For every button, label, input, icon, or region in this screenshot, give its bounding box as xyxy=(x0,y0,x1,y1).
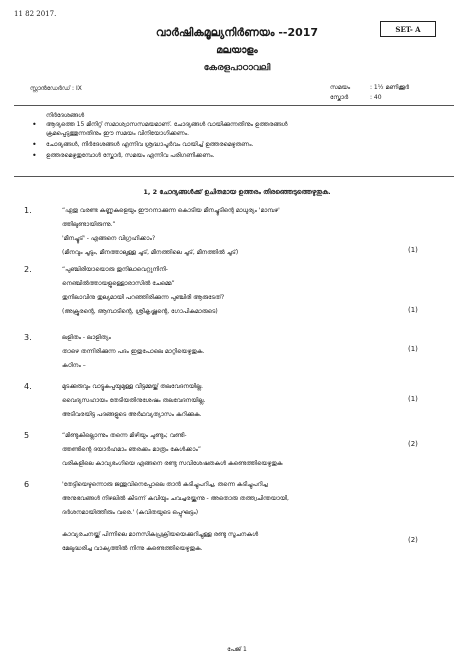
page-number: പേജ് 1 xyxy=(227,646,247,653)
question-number: 6 xyxy=(24,480,30,489)
paper-code: 11 82 2017. xyxy=(14,10,57,18)
time-label: സമയം xyxy=(330,84,351,91)
question-line: “പുഞ്ചിരിയായൊരു തുനിലാവെറ്റുനിനി- xyxy=(62,266,168,273)
question-mark: (2) xyxy=(408,536,418,544)
instructions-divider xyxy=(14,176,454,177)
header-divider xyxy=(14,105,454,106)
question-line: “ഏതു വരണ്ട കണ്ണുകളെയും ഈറനാക്കുന്ന കൊടിയ മീനച്ചൂടിന്റെ മാധുര്യം 'മാമ്പഴ' xyxy=(62,207,280,214)
question-line: താഴെ തന്നിരിക്കുന്ന പദം ഇതുപോലെ മാറ്റിയെഴുതുക. xyxy=(62,348,205,355)
question-line: തുനിലാവിനു തുല്യമായി പറഞ്ഞിരിക്കുന്ന പുഞ്ചിരി ആരുടേത്? xyxy=(62,294,225,301)
question-mark: (1) xyxy=(408,345,418,353)
instruction-item: • ഉത്തരമെഴുതുമ്പോൾ സ്കോർ, സമയം എന്നിവ പരിഗണിക്കണം. xyxy=(30,151,450,160)
question-mark: (1) xyxy=(408,306,418,314)
question-line: 'മീനച്ചൂട്' - എങ്ങനെ വിഗ്രഹിക്കാം? xyxy=(62,235,156,242)
question-number: 1. xyxy=(24,206,32,215)
question-line: വരികളിലെ കാവ്യഭംഗിയെ എങ്ങനെ രണ്ടു സവിശേഷതകൾ കണ്ടെത്തിയെഴുതുക xyxy=(62,460,283,467)
question-line: (മീനവും ചൂടും, മീനത്താലുള്ള ചൂട്, മീനത്തിലെ ചൂട്, മീനത്തിൽ ചൂട്) xyxy=(62,249,239,256)
exam-title: വാർഷികമൂല്യനിർണയം --2017 xyxy=(155,26,319,39)
question-number: 3. xyxy=(24,333,32,342)
section-heading: 1, 2 ചോദ്യങ്ങൾക്ക് ഉചിതമായ ഉത്തരം തിരഞ്ഞെടുത്തെഴുതുക. xyxy=(143,188,331,196)
question-mark: (1) xyxy=(408,246,418,254)
question-mark: (1) xyxy=(408,395,418,403)
question-line: മുടക്കുരുവും വാട്ടുകപ്പയുമുള്ള വീട്ടമ്മയ്ക്ക് തലവേദനയില്ല. xyxy=(62,383,204,390)
score-label: സ്കോർ xyxy=(330,94,349,101)
question-line: അടിവരയിട്ട പദങ്ങളുടെ അർഥവ്യത്യാസം കുറിക്കുക. xyxy=(62,411,202,418)
question-line: ദർശനമായിത്തീരും വരെ.' (കവിതയുടെ ഒപ്പുഘട്ടം) xyxy=(62,509,199,516)
question-number: 5 xyxy=(24,431,30,440)
subject-title: മലയാളം xyxy=(216,45,258,56)
question-line: (അക്രൂരന്റെ, ആമ്പാടിന്റെ, ശ്രീകൃഷ്ണന്റെ, ഗോപികമാരുടെ) xyxy=(62,308,218,315)
question-line: കഠിനം – xyxy=(62,362,86,369)
question-number: 2. xyxy=(24,265,32,274)
question-line: വൈദ്യസഹായം തേടിയതിനുശേഷം തലവേദനയില്ല. xyxy=(62,397,206,404)
time-value: : 1½ മണിക്കൂർ xyxy=(370,84,410,91)
instruction-item: • ആദ്യത്തെ 15 മിനിറ്റ് സമാശ്വാസസമയമാണ്. ചോദ്യങ്ങൾ വായിക്കുന്നതിനും ഉത്തരങ്ങൾ ക്രമപ്പെടുത്തുന്നതിനും ഈ സമയം വിനിയോഗിക്കണം. xyxy=(30,120,450,138)
set-label-box: SET- A xyxy=(380,21,436,37)
question-line: “മിണ്ടുകില്ലൊന്നും തന്നെ മിഴിയും ചുണ്ടും; വണ്ടി- xyxy=(62,432,187,439)
question-number: 4. xyxy=(24,382,32,391)
instruction-item: • ചോദ്യങ്ങൾ, നിർദേശങ്ങൾ എന്നിവ ശ്രദ്ധാപൂർവം വായിച്ച് ഉത്തരമെഴുതണം. xyxy=(30,140,450,149)
standard-label: സ്റ്റാൻഡേർഡ് : IX xyxy=(30,85,82,92)
question-line: അനുഭവങ്ങൾ നിഴലിൽ കിടന്ന് കവിയും ചവച്ചരയ്ക്കുന്നു - അതൊരു തത്ത്വചിന്തയായി, xyxy=(62,495,289,502)
instructions-list xyxy=(30,120,450,162)
question-line: ത്തിലുണ്ടായിരുന്നു.” xyxy=(62,221,116,228)
paper-title: കേരളപാഠാവലി xyxy=(203,63,271,73)
instructions-title: നിർദേശങ്ങൾ xyxy=(46,112,85,119)
question-line: ലളിതം - ലാളിത്യം xyxy=(62,334,111,341)
question-line: കാവ്യരചനയ്ക്ക് പിന്നിലെ മാനസികപ്രക്രിയയെക്കുറിച്ചുള്ള രണ്ടു സൂചനകൾ xyxy=(62,531,259,538)
question-line: നെഞ്ചിൽത്തായളുള്ളൊരാസിൽ ചേമ്മെ” xyxy=(62,280,175,287)
question-line: മേലുദ്ധരിച്ച വാക്യത്തിൽ നിന്നു കണ്ടെത്തിയെഴുതുക. xyxy=(62,545,203,552)
question-line: ത്തണ്ടിന്റെ ദയാർഹമാം ഞരക്കം മാത്രം കേൾക്കാം” xyxy=(62,446,202,453)
question-line: 'തേട്ടിയെഴുന്നൊരു ജന്തുവിനെപ്പോലെ താൻ കടിച്ചുപറിച്ച, തന്നെ കടിച്ചുപറിച്ച xyxy=(62,481,268,488)
score-value: : 40 xyxy=(370,94,382,101)
question-mark: (2) xyxy=(408,440,418,448)
